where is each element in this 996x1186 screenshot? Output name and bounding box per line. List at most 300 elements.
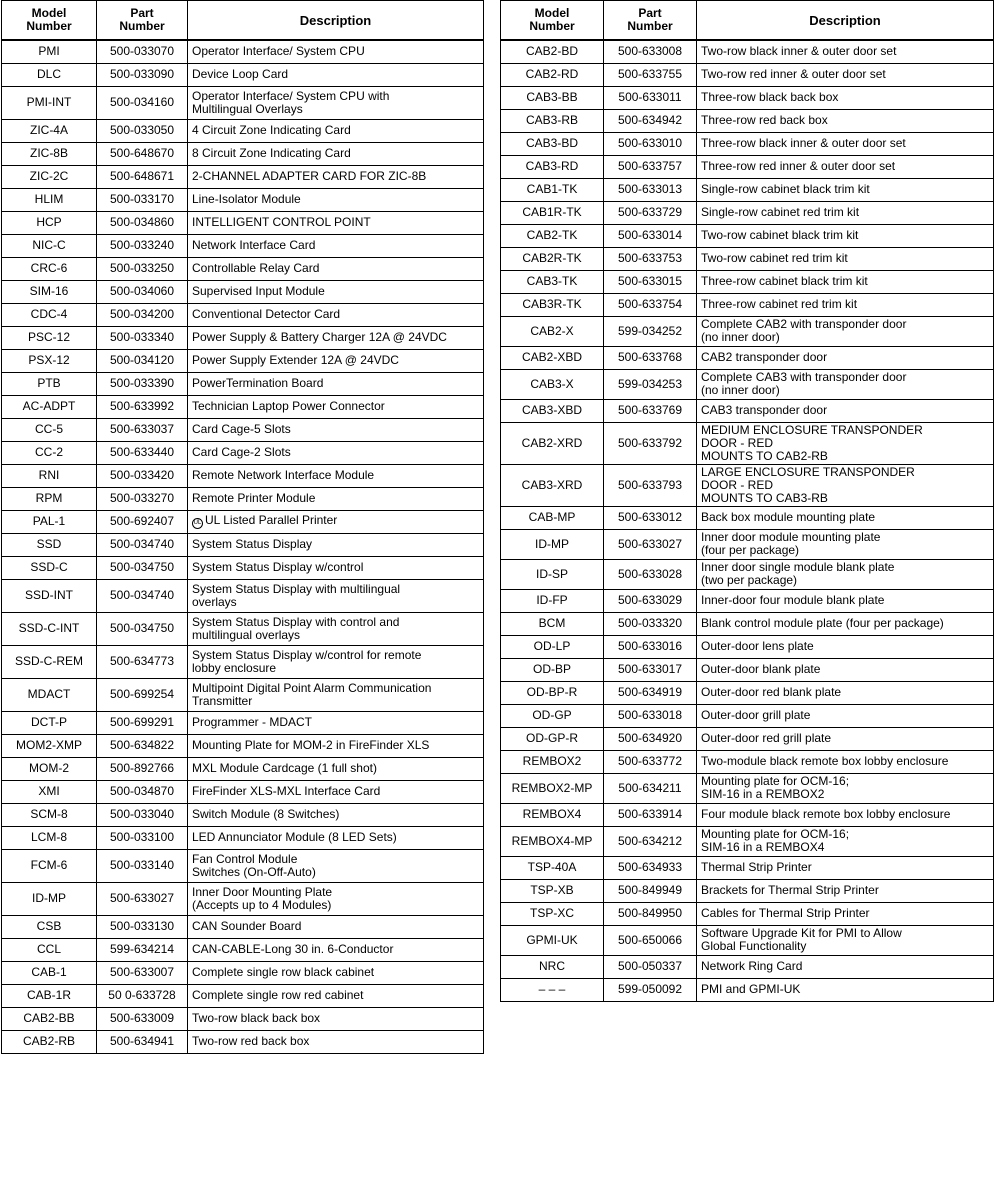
part-number-cell: 500-634942	[604, 109, 697, 132]
table-row	[501, 316, 994, 346]
model-number-cell: PSC-12	[2, 326, 97, 349]
model-number-cell: CAB1-TK	[501, 178, 604, 201]
part-number-cell: 500-633754	[604, 293, 697, 316]
table-row	[501, 978, 994, 1001]
table-row	[501, 902, 994, 925]
part-number-cell: 500-034740	[97, 533, 188, 556]
part-number-cell: 500-633011	[604, 86, 697, 109]
table-row	[501, 635, 994, 658]
model-number-cell: OD-GP-R	[501, 727, 604, 750]
model-number-cell: PMI	[2, 40, 97, 63]
description-cell: Three-row red inner & outer door set	[697, 155, 994, 178]
model-number-cell: CAB3-X	[501, 369, 604, 399]
description-cell: Inner-door four module blank plate	[697, 589, 994, 612]
model-number-cell: CC-5	[2, 418, 97, 441]
description-cell: Three-row cabinet red trim kit	[697, 293, 994, 316]
part-number-cell: 500-033100	[97, 826, 188, 849]
description-cell: 2-CHANNEL ADAPTER CARD FOR ZIC-8B	[188, 165, 484, 188]
model-number-cell: CAB3-BD	[501, 132, 604, 155]
model-number-cell: OD-GP	[501, 704, 604, 727]
part-number-cell: 500-033340	[97, 326, 188, 349]
description-cell: Outer-door grill plate	[697, 704, 994, 727]
part-number-cell: 500-034740	[97, 579, 188, 612]
part-number-cell: 500-034160	[97, 86, 188, 119]
model-number-cell: REMBOX4-MP	[501, 826, 604, 856]
description-cell: Mounting plate for OCM-16; SIM-16 in a REMBOX4	[697, 826, 994, 856]
part-number-cell: 500-633992	[97, 395, 188, 418]
table-row	[2, 984, 484, 1007]
description-header: Description	[188, 1, 484, 41]
table-row	[501, 727, 994, 750]
table-row	[2, 1030, 484, 1053]
description-cell: Four module black remote box lobby enclosure	[697, 803, 994, 826]
table-row	[2, 303, 484, 326]
description-cell: Network Interface Card	[188, 234, 484, 257]
part-number-cell: 500-892766	[97, 757, 188, 780]
model-number-cell: CC-2	[2, 441, 97, 464]
part-number-cell: 500-034870	[97, 780, 188, 803]
model-number-cell: OD-BP	[501, 658, 604, 681]
description-cell: System Status Display with multilingual overlays	[188, 579, 484, 612]
part-number-cell: 500-648671	[97, 165, 188, 188]
model-number-cell: MDACT	[2, 678, 97, 711]
model-number-cell: GPMI-UK	[501, 925, 604, 955]
description-cell: System Status Display with control and multilingual overlays	[188, 612, 484, 645]
description-cell: Two-row cabinet black trim kit	[697, 224, 994, 247]
description-cell: Outer-door blank plate	[697, 658, 994, 681]
model-number-cell: CCL	[2, 938, 97, 961]
table-row	[2, 849, 484, 882]
description-cell: PMI and GPMI-UK	[697, 978, 994, 1001]
part-number-cell: 500-648670	[97, 142, 188, 165]
description-cell: CAB3 transponder door	[697, 399, 994, 422]
table-row	[2, 711, 484, 734]
part-number-cell: 500-633914	[604, 803, 697, 826]
description-cell: Switch Module (8 Switches)	[188, 803, 484, 826]
part-number-cell: 500-633008	[604, 40, 697, 63]
part-number-cell: 500-033270	[97, 487, 188, 510]
model-number-cell: OD-LP	[501, 635, 604, 658]
part-number-cell: 500-634211	[604, 773, 697, 803]
part-number-cell: 500-633772	[604, 750, 697, 773]
table-row	[501, 201, 994, 224]
table-row	[501, 750, 994, 773]
model-number-cell: PAL-1	[2, 510, 97, 533]
part-number-cell: 500-633757	[604, 155, 697, 178]
description-cell: Card Cage-5 Slots	[188, 418, 484, 441]
part-number-cell: 500-034060	[97, 280, 188, 303]
part-number-cell: 500-634920	[604, 727, 697, 750]
part-number-cell: 500-033420	[97, 464, 188, 487]
description-cell: Thermal Strip Printer	[697, 856, 994, 879]
description-cell: System Status Display w/control	[188, 556, 484, 579]
model-number-header: Model Number	[501, 1, 604, 41]
model-number-cell: CAB2-RB	[2, 1030, 97, 1053]
part-number-cell: 500-634773	[97, 645, 188, 678]
part-number-cell: 500-033320	[604, 612, 697, 635]
model-number-cell: HLIM	[2, 188, 97, 211]
table-row	[2, 211, 484, 234]
model-number-cell: PSX-12	[2, 349, 97, 372]
model-number-cell: ID-FP	[501, 589, 604, 612]
table-row	[501, 559, 994, 589]
model-number-cell: CAB3-RD	[501, 155, 604, 178]
part-number-cell: 500-633028	[604, 559, 697, 589]
table-row	[501, 925, 994, 955]
part-number-cell: 500-634822	[97, 734, 188, 757]
description-cell: Technician Laptop Power Connector	[188, 395, 484, 418]
part-number-cell: 500-034750	[97, 612, 188, 645]
model-number-cell: NIC-C	[2, 234, 97, 257]
part-number-cell: 500-634919	[604, 681, 697, 704]
model-number-cell: CAB2-X	[501, 316, 604, 346]
model-number-cell: ZIC-8B	[2, 142, 97, 165]
table-row	[2, 510, 484, 533]
table-row	[501, 86, 994, 109]
model-number-cell: CAB3-XRD	[501, 464, 604, 506]
description-cell: Remote Network Interface Module	[188, 464, 484, 487]
part-number-cell: 500-033130	[97, 915, 188, 938]
part-number-cell: 599-034253	[604, 369, 697, 399]
table-row	[2, 165, 484, 188]
description-cell: CAB2 transponder door	[697, 346, 994, 369]
model-number-cell: TSP-XB	[501, 879, 604, 902]
table-row	[2, 556, 484, 579]
description-cell: Two-row red inner & outer door set	[697, 63, 994, 86]
description-cell: Network Ring Card	[697, 955, 994, 978]
description-cell: Two-row black inner & outer door set	[697, 40, 994, 63]
model-number-cell: CDC-4	[2, 303, 97, 326]
model-number-cell: CAB2-TK	[501, 224, 604, 247]
part-number-cell: 500-033090	[97, 63, 188, 86]
table-row	[501, 270, 994, 293]
description-cell: System Status Display	[188, 533, 484, 556]
part-number-cell: 500-849949	[604, 879, 697, 902]
table-row	[501, 178, 994, 201]
description-cell: Line-Isolator Module	[188, 188, 484, 211]
description-cell: 4 Circuit Zone Indicating Card	[188, 119, 484, 142]
part-number-cell: 500-633027	[97, 882, 188, 915]
table-row	[501, 293, 994, 316]
model-number-cell: CAB2-RD	[501, 63, 604, 86]
table-row	[2, 188, 484, 211]
description-cell: Outer-door red blank plate	[697, 681, 994, 704]
table-row	[2, 579, 484, 612]
model-number-cell: PTB	[2, 372, 97, 395]
model-number-cell: CAB-MP	[501, 506, 604, 529]
description-cell: Outer-door lens plate	[697, 635, 994, 658]
table-row	[501, 224, 994, 247]
part-number-cell: 500-634212	[604, 826, 697, 856]
model-number-cell: – – –	[501, 978, 604, 1001]
model-number-cell: DLC	[2, 63, 97, 86]
model-number-cell: PMI-INT	[2, 86, 97, 119]
model-number-cell: NRC	[501, 955, 604, 978]
description-cell: FireFinder XLS-MXL Interface Card	[188, 780, 484, 803]
part-number-cell: 50 0-633728	[97, 984, 188, 1007]
part-number-cell: 500-634941	[97, 1030, 188, 1053]
table-row	[2, 142, 484, 165]
table-row	[501, 399, 994, 422]
part-number-cell: 500-699291	[97, 711, 188, 734]
header-row	[501, 1, 994, 41]
description-cell: Two-row red back box	[188, 1030, 484, 1053]
description-cell: Two-row black back box	[188, 1007, 484, 1030]
header-row	[2, 1, 484, 41]
model-number-cell: SCM-8	[2, 803, 97, 826]
part-number-header: Part Number	[97, 1, 188, 41]
model-number-cell: MOM-2	[2, 757, 97, 780]
description-cell: LARGE ENCLOSURE TRANSPONDER DOOR - RED MOUNTS TO CAB3-RB	[697, 464, 994, 506]
part-number-cell: 500-033050	[97, 119, 188, 142]
model-number-cell: CAB2-XRD	[501, 422, 604, 464]
table-row	[2, 757, 484, 780]
description-cell: Single-row cabinet black trim kit	[697, 178, 994, 201]
model-number-cell: SIM-16	[2, 280, 97, 303]
table-row	[501, 773, 994, 803]
table-row	[2, 961, 484, 984]
table-row	[2, 487, 484, 510]
model-number-cell: SSD-C-REM	[2, 645, 97, 678]
model-number-cell: REMBOX2	[501, 750, 604, 773]
model-number-cell: REMBOX4	[501, 803, 604, 826]
description-header: Description	[697, 1, 994, 41]
description-cell: Complete CAB2 with transponder door (no inner door)	[697, 316, 994, 346]
table-row	[501, 132, 994, 155]
model-number-cell: CSB	[2, 915, 97, 938]
model-number-cell: CAB2R-TK	[501, 247, 604, 270]
table-row	[2, 803, 484, 826]
description-cell: LED Annunciator Module (8 LED Sets)	[188, 826, 484, 849]
model-number-cell: ID-MP	[501, 529, 604, 559]
model-number-cell: REMBOX2-MP	[501, 773, 604, 803]
table-row	[2, 441, 484, 464]
model-number-cell: TSP-XC	[501, 902, 604, 925]
model-number-cell: RNI	[2, 464, 97, 487]
description-cell: 8 Circuit Zone Indicating Card	[188, 142, 484, 165]
table-row	[2, 257, 484, 280]
table-row	[2, 119, 484, 142]
model-number-cell: CAB3-XBD	[501, 399, 604, 422]
table-row	[2, 678, 484, 711]
part-number-cell: 500-033240	[97, 234, 188, 257]
table-row	[2, 63, 484, 86]
description-cell: Inner door module mounting plate (four per package)	[697, 529, 994, 559]
description-cell: Card Cage-2 Slots	[188, 441, 484, 464]
part-number-cell: 599-034252	[604, 316, 697, 346]
table-row	[501, 109, 994, 132]
part-number-cell: 500-633768	[604, 346, 697, 369]
model-number-cell: ID-MP	[2, 882, 97, 915]
table-row	[501, 63, 994, 86]
model-number-cell: SSD-INT	[2, 579, 97, 612]
model-number-cell: ZIC-2C	[2, 165, 97, 188]
description-cell: Single-row cabinet red trim kit	[697, 201, 994, 224]
model-number-cell: HCP	[2, 211, 97, 234]
part-number-cell: 500-033140	[97, 849, 188, 882]
description-cell: Conventional Detector Card	[188, 303, 484, 326]
description-cell: Complete single row black cabinet	[188, 961, 484, 984]
model-number-cell: CAB3-RB	[501, 109, 604, 132]
table-row	[501, 681, 994, 704]
part-number-cell: 500-634933	[604, 856, 697, 879]
table-row	[501, 464, 994, 506]
model-number-cell: OD-BP-R	[501, 681, 604, 704]
part-number-cell: 500-033250	[97, 257, 188, 280]
part-number-cell: 599-050092	[604, 978, 697, 1001]
part-number-cell: 500-633018	[604, 704, 697, 727]
part-number-cell: 500-650066	[604, 925, 697, 955]
table-row	[501, 704, 994, 727]
table-row	[2, 826, 484, 849]
description-cell: Device Loop Card	[188, 63, 484, 86]
model-number-cell: RPM	[2, 487, 97, 510]
description-cell: Mounting plate for OCM-16; SIM-16 in a REMBOX2	[697, 773, 994, 803]
table-row	[2, 40, 484, 63]
description-cell: Software Upgrade Kit for PMI to Allow Global Functionality	[697, 925, 994, 955]
model-number-cell: FCM-6	[2, 849, 97, 882]
parts-table-right	[500, 0, 994, 1002]
table-row	[2, 780, 484, 803]
model-number-cell: ZIC-4A	[2, 119, 97, 142]
description-cell: Inner door single module blank plate (two per package)	[697, 559, 994, 589]
description-cell: Three-row black back box	[697, 86, 994, 109]
description-cell: System Status Display w/control for remote lobby enclosure	[188, 645, 484, 678]
part-number-cell: 599-634214	[97, 938, 188, 961]
part-number-cell: 500-050337	[604, 955, 697, 978]
table-row	[501, 346, 994, 369]
part-number-cell: 500-633013	[604, 178, 697, 201]
description-text: UL Listed Parallel Printer	[205, 513, 338, 527]
model-number-cell: CAB3R-TK	[501, 293, 604, 316]
part-number-cell: 500-633769	[604, 399, 697, 422]
model-number-cell: CRC-6	[2, 257, 97, 280]
table-row	[2, 418, 484, 441]
part-number-cell: 500-034120	[97, 349, 188, 372]
part-number-cell: 500-633037	[97, 418, 188, 441]
description-cell: Power Supply & Battery Charger 12A @ 24VDC	[188, 326, 484, 349]
part-number-cell: 500-033390	[97, 372, 188, 395]
part-number-header: Part Number	[604, 1, 697, 41]
part-number-cell: 500-633755	[604, 63, 697, 86]
table-row	[501, 247, 994, 270]
part-number-cell: 500-633010	[604, 132, 697, 155]
description-cell: Controllable Relay Card	[188, 257, 484, 280]
description-cell: Three-row black inner & outer door set	[697, 132, 994, 155]
table-row	[2, 938, 484, 961]
model-number-header: Model Number	[2, 1, 97, 41]
part-number-cell: 500-633007	[97, 961, 188, 984]
part-number-cell: 500-633015	[604, 270, 697, 293]
description-cell: Outer-door red grill plate	[697, 727, 994, 750]
model-number-cell: CAB-1R	[2, 984, 97, 1007]
part-number-cell: 500-034750	[97, 556, 188, 579]
part-number-cell: 500-692407	[97, 510, 188, 533]
table-row	[2, 86, 484, 119]
model-number-cell: MOM2-XMP	[2, 734, 97, 757]
table-row	[2, 464, 484, 487]
model-number-cell: CAB3-BB	[501, 86, 604, 109]
table-row	[2, 372, 484, 395]
model-number-cell: CAB3-TK	[501, 270, 604, 293]
part-number-cell: 500-633009	[97, 1007, 188, 1030]
model-number-cell: SSD-C	[2, 556, 97, 579]
description-cell: Remote Printer Module	[188, 487, 484, 510]
model-number-cell: LCM-8	[2, 826, 97, 849]
table-row	[501, 529, 994, 559]
description-cell: Multipoint Digital Point Alarm Communication Transmitter	[188, 678, 484, 711]
table-row	[501, 658, 994, 681]
part-number-cell: 500-849950	[604, 902, 697, 925]
table-row	[2, 395, 484, 418]
description-cell: Back box module mounting plate	[697, 506, 994, 529]
table-row	[501, 422, 994, 464]
table-row	[2, 1007, 484, 1030]
description-cell: PowerTermination Board	[188, 372, 484, 395]
description-cell: Programmer - MDACT	[188, 711, 484, 734]
table-row	[501, 40, 994, 63]
model-number-cell: SSD	[2, 533, 97, 556]
model-number-cell: TSP-40A	[501, 856, 604, 879]
table-row	[501, 803, 994, 826]
description-cell: MEDIUM ENCLOSURE TRANSPONDER DOOR - RED MOUNTS TO CAB2-RB	[697, 422, 994, 464]
table-row	[2, 882, 484, 915]
table-row	[2, 612, 484, 645]
table-row	[501, 879, 994, 902]
description-cell: Brackets for Thermal Strip Printer	[697, 879, 994, 902]
description-cell: Supervised Input Module	[188, 280, 484, 303]
table-row	[2, 915, 484, 938]
table-row	[2, 280, 484, 303]
part-number-cell: 500-033170	[97, 188, 188, 211]
model-number-cell: CAB2-BD	[501, 40, 604, 63]
part-number-cell: 500-633012	[604, 506, 697, 529]
description-cell: MXL Module Cardcage (1 full shot)	[188, 757, 484, 780]
description-cell: Complete single row red cabinet	[188, 984, 484, 1007]
parts-table-left	[1, 0, 484, 1054]
model-number-cell: XMI	[2, 780, 97, 803]
table-row	[2, 734, 484, 757]
table-row	[2, 234, 484, 257]
part-number-cell: 500-633029	[604, 589, 697, 612]
table-row	[2, 533, 484, 556]
part-number-cell: 500-633017	[604, 658, 697, 681]
model-number-cell: DCT-P	[2, 711, 97, 734]
description-cell: Fan Control Module Switches (On-Off-Auto)	[188, 849, 484, 882]
part-number-cell: 500-699254	[97, 678, 188, 711]
table-row	[501, 955, 994, 978]
model-number-cell: CAB1R-TK	[501, 201, 604, 224]
model-number-cell: AC-ADPT	[2, 395, 97, 418]
ul-listed-icon: UL	[192, 518, 203, 529]
part-number-cell: 500-034860	[97, 211, 188, 234]
part-number-cell: 500-633027	[604, 529, 697, 559]
part-number-cell: 500-633793	[604, 464, 697, 506]
table-row	[501, 369, 994, 399]
model-number-cell: SSD-C-INT	[2, 612, 97, 645]
description-cell: CAN Sounder Board	[188, 915, 484, 938]
table-row	[2, 326, 484, 349]
table-row	[501, 612, 994, 635]
table-row	[2, 349, 484, 372]
table-row	[501, 155, 994, 178]
description-cell: Three-row red back box	[697, 109, 994, 132]
description-cell: Cables for Thermal Strip Printer	[697, 902, 994, 925]
part-number-cell: 500-633016	[604, 635, 697, 658]
part-number-cell: 500-034200	[97, 303, 188, 326]
model-number-cell: CAB2-XBD	[501, 346, 604, 369]
model-number-cell: CAB-1	[2, 961, 97, 984]
